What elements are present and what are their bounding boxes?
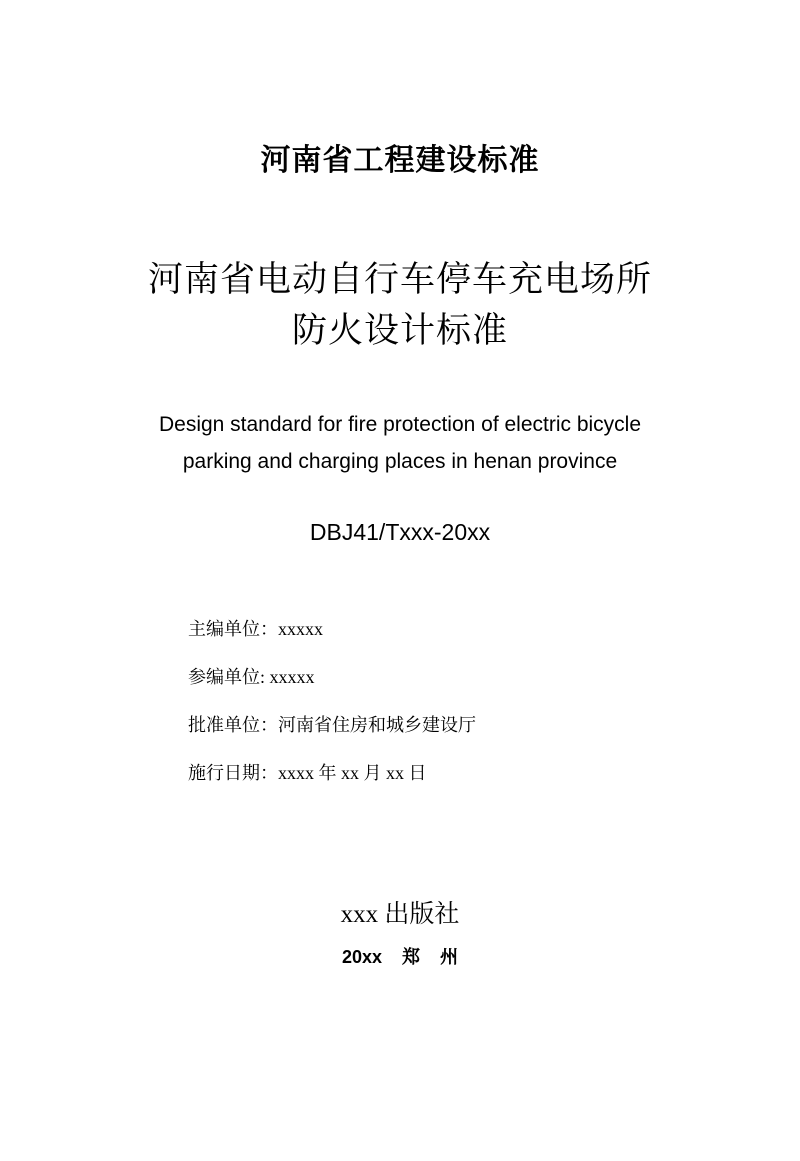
participating-editor-unit: 参编单位: xxxxx bbox=[188, 667, 315, 687]
english-title-line-1: Design standard for fire protection of electric bicycle bbox=[158, 413, 642, 436]
series-title: 河南省工程建设标准 bbox=[260, 143, 540, 178]
document-title-line-1: 河南省电动自行车停车充电场所 bbox=[147, 260, 652, 300]
publisher: xxx 出版社 bbox=[340, 901, 460, 928]
approval-unit: 批准单位：河南省住房和城乡建设厅 bbox=[188, 715, 476, 735]
chief-editor-unit: 主编单位：xxxxx bbox=[188, 619, 323, 639]
standard-code: DBJ41/Txxx-20xx bbox=[309, 519, 491, 545]
publish-year-place: 20xx 郑 州 bbox=[341, 947, 459, 967]
english-title-line-2: parking and charging places in henan province bbox=[182, 450, 618, 473]
document-title-line-2: 防火设计标准 bbox=[291, 311, 508, 351]
effective-date: 施行日期：xxxx 年 xx 月 xx 日 bbox=[188, 763, 427, 783]
